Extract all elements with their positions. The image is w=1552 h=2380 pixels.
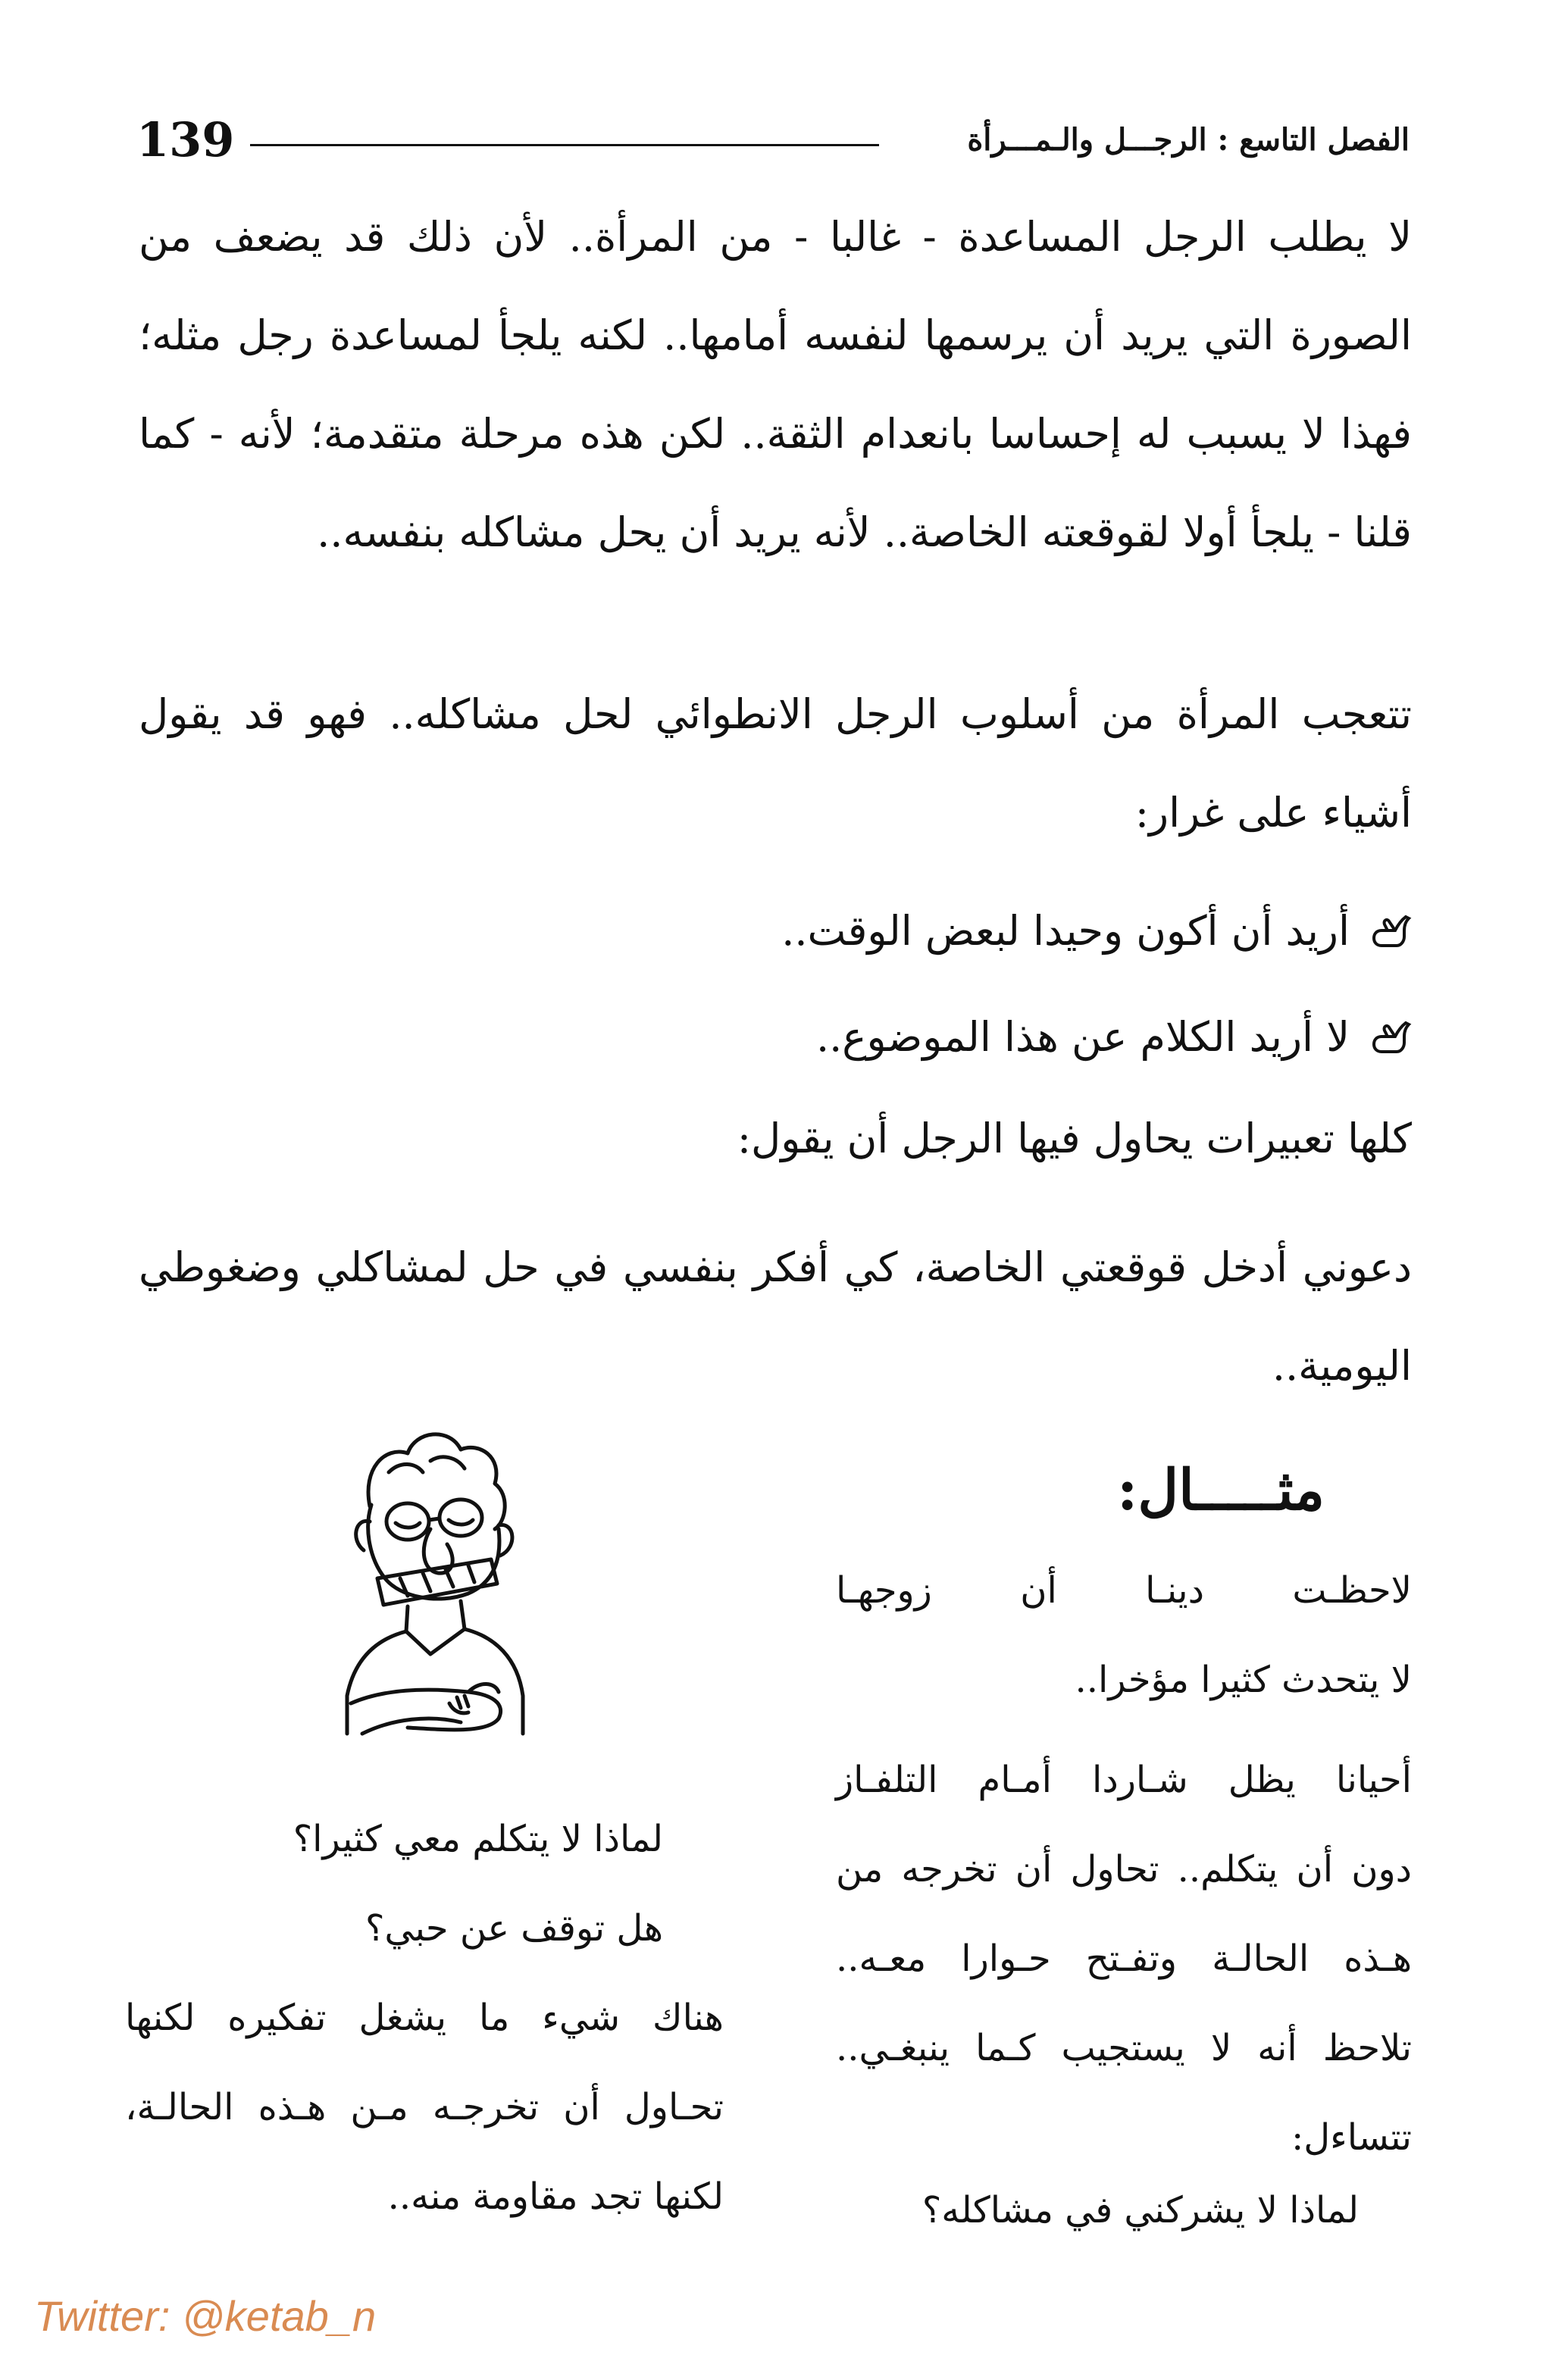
chapter-title: الفصل التاسع : الرجـــل والـمـــرأة	[967, 122, 1410, 158]
example-question	[836, 2166, 1412, 2255]
question-line: لماذا لا يشركني في مشاكله؟	[922, 2189, 1359, 2231]
paragraph-2: تتعجب المرأة من أسلوب الرجل الانطوائي لحل مشاكله.. فهو قد يقول أشياء على غرار:	[139, 690, 1412, 837]
header-rule	[250, 144, 879, 146]
running-header	[136, 114, 1410, 167]
man-with-taped-mouth-illustration	[317, 1415, 544, 1779]
question-line: لماذا لا يتكلم معي كثيرا؟	[293, 1818, 663, 1860]
text-line: هناك شيء ما يشغل تفكيره لكنها	[125, 1997, 724, 2039]
text-line: لكنها تجد مقاومة منه..	[387, 2175, 724, 2218]
bullet-list	[139, 877, 1412, 1090]
summary-line: كلها تعبيرات يحاول فيها الرجل أن يقول:	[737, 1115, 1412, 1162]
text-line: تحـاول أن تخرجـه مـن هـذه الحالـة،	[125, 2086, 724, 2128]
paragraph-1: لا يطلب الرجل المساعدة - غالبا - من المرأة.. لأن ذلك قد يضعف من الصورة التي يريد أن يرسمها لنفسه أمامها.. لكنه يلجأ لمساعدة رجل مثله؛ فهذا لا يسبب له إحساسا بانعدام الثقة.. لكن هذه مرحلة متقدمة؛ لأنه - كما قلنا - يلجأ أولا لقوقعته الخاصة.. لأنه يريد أن يحل مشاكله بنفسه..	[139, 213, 1412, 556]
paragraph-3: دعوني أدخل قوقعتي الخاصة، كي أفكر بنفسي في حل لمشاكلي وضغوطي اليومية..	[139, 1243, 1412, 1390]
text-line: تلاحظ أنه لا يستجيب كـما ينبغـي..	[836, 2027, 1413, 2069]
text-line: لاحظـت دينـا أن زوجهـا	[836, 1569, 1412, 1612]
text-line: دون أن يتكلم.. تحاول أن تخرجه من	[836, 1848, 1412, 1891]
example-left-column	[125, 1794, 724, 2241]
bullet-text: لا أريد الكلام عن هذا الموضوع..	[815, 1012, 1350, 1061]
page-number: 139	[136, 112, 235, 167]
question-line: هل توقف عن حبي؟	[365, 1907, 663, 1950]
twitter-watermark: Twitter: @ketab_n	[34, 2292, 377, 2340]
pointing-hand-icon	[1366, 908, 1412, 953]
bullet-item	[139, 877, 1412, 984]
text-line: هـذه الحالـة وتفـتح حـوارا معـه..	[836, 1937, 1412, 1980]
example-intro	[836, 1546, 1412, 1725]
bullet-text: أريد أن أكون وحيدا لبعض الوقت..	[781, 906, 1350, 955]
example-narrative	[836, 1735, 1412, 2182]
example-heading: مثـــــال:	[1117, 1458, 1325, 1523]
text-line: تتساءل:	[1291, 2116, 1412, 2159]
bullet-item	[139, 984, 1412, 1090]
text-line: لا يتحدث كثيرا مؤخرا..	[1075, 1659, 1412, 1701]
text-line: أحيانا يظل شـاردا أمـام التلفـاز	[836, 1759, 1412, 1801]
pointing-hand-icon	[1366, 1014, 1412, 1059]
